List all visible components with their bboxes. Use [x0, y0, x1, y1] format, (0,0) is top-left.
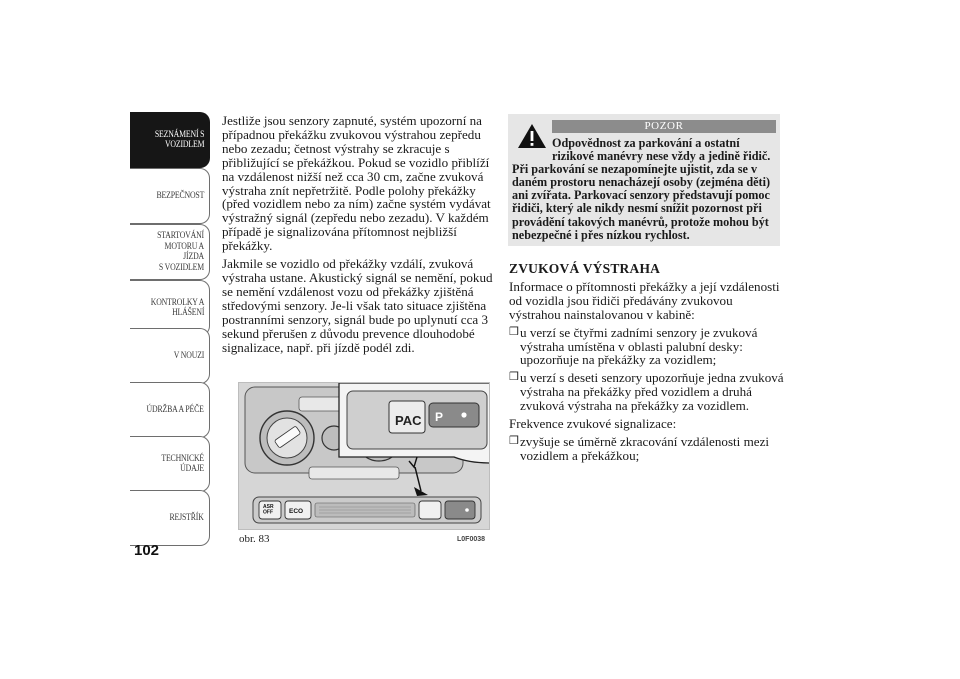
warning-text — [512, 137, 778, 242]
checkbox-bullet-icon: ❒ — [509, 371, 519, 384]
tab-label: STARTOVÁNÍ MOTORU A JÍZDA S VOZIDLEM — [157, 231, 204, 273]
dashboard-illustration — [239, 383, 490, 530]
tab-label: V NOUZI — [173, 350, 204, 361]
tab-bezpecnost[interactable] — [130, 168, 210, 224]
page-number: 102 — [134, 542, 160, 559]
tab-v-nouzi[interactable] — [130, 328, 210, 384]
checkbox-bullet-icon: ❒ — [509, 434, 519, 447]
figure-code: L0F0038 — [457, 536, 486, 543]
tab-rejstrik[interactable] — [130, 490, 210, 546]
checkbox-bullet-icon: ❒ — [509, 325, 519, 338]
list-item — [509, 371, 784, 413]
paragraph: Jakmile se vozidlo od překážky vzdálí, zvuková výstraha ustane. Akustický signál se nemění, pokud se nemění vzdálenost vozu od překážky zjištěná středovými senzory. Je-li však tato situace zjištěna postranními senzory, signál bude po uplynutí cca 3 sekund přerušen z důvodu prevence dlouhodobé signalizace, např. při jízdě podél zdi. — [222, 256, 493, 355]
paragraph: Jestliže jsou senzory zapnuté, systém upozorní na případnou překážku zvukovou výstrahou zepředu nebo zezadu; četnost výstrahy se zkracuje s přibližující se překážkou. Pokud se vozidlo přiblíží na vzdálenost nižší než cca 30 cm, začne zvuková výstraha znít nepřetržitě. Podle polohy překážky (před vozidlem nebo za ním) začne systém vydávat výstražný signál (zepředu nebo zezadu). V každém případě je signalizována přítomnost nejbližší překážky. — [222, 113, 491, 254]
paragraph: Informace o přítomnosti překážky a její vzdálenosti od vozidla jsou řidiči předávány zvukovou výstrahou nainstalovanou v kabině: — [509, 278, 780, 322]
tab-startovani[interactable] — [130, 224, 210, 280]
tab-label: KONTROLKY A HLÁŠENÍ — [150, 297, 204, 318]
tab-label: SEZNÁMENÍ S VOZIDLEM — [154, 129, 204, 150]
paragraph: Frekvence zvukové signalizace: — [509, 416, 677, 432]
asr-button-label: ASR OFF — [263, 504, 274, 516]
section-heading: ZVUKOVÁ VÝSTRAHA — [509, 261, 661, 276]
list-item — [509, 435, 784, 463]
warning-line-1: Odpovědnost za parkování a ostatní — [552, 136, 740, 150]
tab-label: REJSTŘÍK — [169, 512, 204, 523]
tab-label: TECHNICKÉ ÚDAJE — [161, 453, 204, 474]
warning-box — [508, 114, 780, 246]
list-item-text: zvyšuje se úměrně zkracování vzdálenosti mezi vozidlem a překážkou; — [520, 433, 770, 463]
warning-body: Při parkování se nezapomínejte ujistit, zda se v daném prostoru nenacházejí osoby (zejména děti) ani zvířata. Parkovací senzory představují pomoc řidiči, který ale nikdy nesmí snížit pozornost při provádění takových manévrů, protože mohou být nebezpečné i přes nízkou rychlost. — [512, 162, 771, 242]
list-item-text: u verzí se čtyřmi zadními senzory je zvuková výstraha umístěna v oblasti palubní desky: upozorňuje na překážky za vozidlem; — [520, 324, 758, 368]
tab-label: BEZPEČNOST — [156, 190, 204, 201]
p-button-label: P — [435, 410, 444, 424]
tab-udrzba[interactable] — [130, 382, 210, 438]
tab-seznameni[interactable] — [130, 112, 210, 168]
list-item-text: u verzí s deseti senzory upozorňuje jedna zvuková výstraha na překážky před vozidlem a druhá zvuková výstraha na překážky za vozidlem. — [520, 370, 784, 414]
figure-caption: obr. 83 — [239, 533, 270, 545]
tab-technicke[interactable] — [130, 436, 210, 492]
list-item — [509, 326, 784, 368]
eco-button-label: ECO — [289, 508, 304, 515]
warning-line-2: rizikové manévry nese vždy a jedině řidič. — [552, 149, 771, 164]
figure-dashboard-buttons — [238, 382, 490, 530]
left-column — [222, 114, 497, 358]
tab-label: ÚDRŽBA A PÉČE — [146, 404, 204, 415]
right-column — [509, 262, 784, 467]
warning-title: POZOR — [552, 120, 776, 133]
svg-text:PAC: PAC — [395, 413, 422, 428]
